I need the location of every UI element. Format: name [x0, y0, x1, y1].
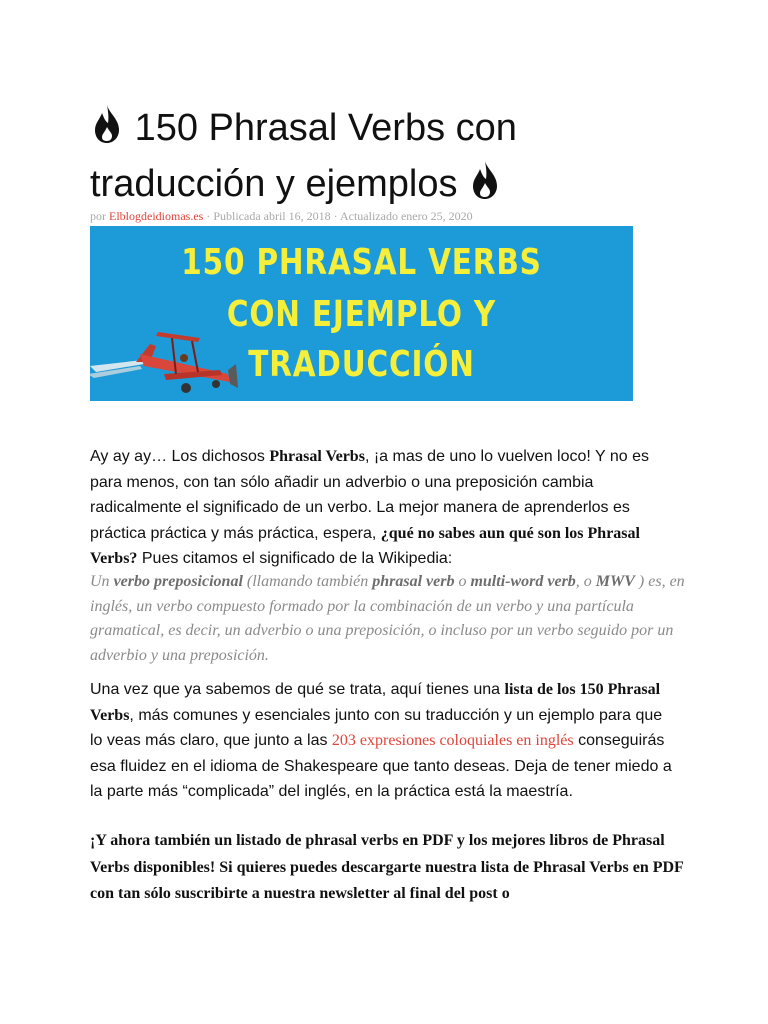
intro-bold-2: ¿qué no sabes aun qué son los Phrasal Verbs? — [90, 524, 640, 567]
quote-bold-1: verbo preposicional — [113, 573, 243, 590]
fire-icon — [90, 104, 124, 144]
quote-text-3: o — [454, 573, 471, 590]
author-link[interactable]: Elblogdeidiomas.es — [109, 209, 204, 223]
list-intro-bold: lista de los 150 Phrasal Verbs — [90, 681, 661, 724]
quote-text-4: , o — [575, 573, 596, 590]
quote-text-5: ) es, en inglés, un verbo compuesto formado por la combinación de un verbo y una partícula gramatical, es decir, un adverbio o una preposición, o incluso por un verbo seguido por un adverbio y una preposición. — [90, 573, 685, 664]
list-intro-paragraph — [90, 677, 678, 805]
intro-text-3: Pues citamos el significado de la Wikipedia: — [137, 550, 453, 567]
biplane-icon — [90, 314, 248, 394]
intro-text-1: Ay ay ay… Los dichosos — [90, 448, 270, 465]
quote-text-1: Un — [90, 573, 114, 590]
list-intro-text-3: conseguirás esa fluidez en el idioma de Shakespeare que tanto deseas. Deja de tener miedo a la parte más “complicada” del inglés, en la práctica está la maestría. — [90, 732, 672, 800]
banner-line-2: CON EJEMPLO Y — [226, 294, 497, 335]
hero-banner — [90, 226, 633, 401]
quote-bold-4: MWV — [595, 573, 635, 590]
page-title — [90, 100, 710, 212]
title-line-1: 150 Phrasal Verbs con — [134, 107, 517, 149]
quote-bold-3: multi-word verb — [470, 573, 576, 590]
banner-line-3: TRADUCCIÓN — [248, 344, 475, 385]
quote-bold-2: phrasal verb — [372, 573, 455, 590]
intro-paragraph — [90, 444, 678, 572]
quote-text-2: (llamando también — [242, 573, 373, 590]
intro-text-2: , ¡a mas de uno lo vuelven loco! Y no es para menos, con tan sólo añadir un adverbio o una preposición cambia radicalmente el significado de un verbo. La mejor manera de aprenderlos es práctica práctica y más práctica, espera, — [90, 448, 649, 542]
expressions-link[interactable]: 203 expresiones coloquiales en inglés — [331, 732, 574, 749]
list-intro-text-1: Una vez que ya sabemos de qué se trata, aquí tienes una — [90, 681, 505, 698]
fire-icon — [468, 160, 502, 200]
title-line-2: traducción y ejemplos — [90, 163, 458, 205]
pdf-note: ¡Y ahora también un listado de phrasal verbs en PDF y los mejores libros de Phrasal Verbs disponibles! Si quieres puedes descargarte nuestra lista de Phrasal Verbs en PDF con tan sólo suscribirte a nuestra newsletter al final del post o — [90, 832, 684, 902]
post-dates: · Publicada abril 16, 2018 · Actualizado enero 25, 2020 — [203, 209, 473, 223]
meta-prefix: por — [90, 209, 109, 223]
wikipedia-quote — [90, 570, 690, 668]
banner-line-1: 150 PHRASAL VERBS — [181, 242, 542, 283]
list-intro-text-2: , más comunes y esenciales junto con su traducción y un ejemplo para que lo veas más claro, que junto a las — [90, 706, 663, 749]
intro-bold-1: Phrasal Verbs — [269, 448, 365, 465]
post-meta — [90, 209, 710, 224]
